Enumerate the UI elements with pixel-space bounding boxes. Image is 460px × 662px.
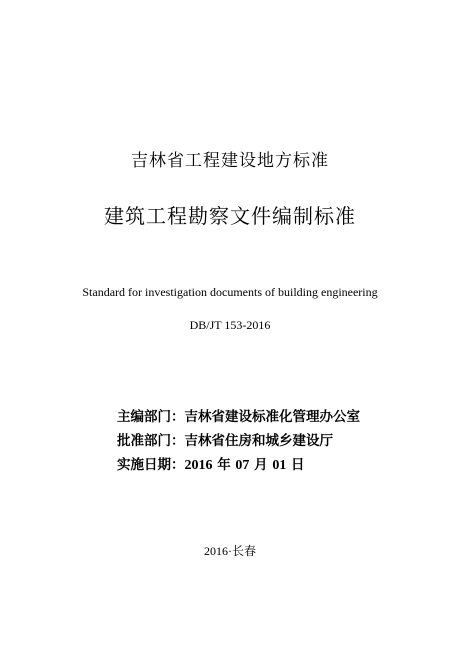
- day-char: 日: [291, 457, 305, 473]
- series-title: 吉林省工程建设地方标准: [131, 151, 329, 171]
- info-block: [117, 405, 360, 477]
- editor-department-line: [117, 405, 360, 429]
- english-title: Standard for investigation documents of building engineering: [82, 285, 378, 299]
- year-char: 年: [217, 457, 231, 473]
- approver-department-value: 吉林省住房和城乡建设厅: [184, 433, 333, 449]
- effective-year: 2016: [184, 458, 213, 473]
- editor-department-label: 主编部门：: [117, 409, 185, 425]
- month-char: 月: [254, 457, 268, 473]
- approver-department-line: [117, 429, 360, 453]
- effective-date-line: [117, 453, 360, 477]
- approver-department-label: 批准部门：: [117, 433, 185, 449]
- effective-date-label: 实施日期：: [117, 457, 185, 473]
- place-date: 2016·长春: [204, 544, 256, 558]
- standard-code: DB/JT 153-2016: [189, 318, 271, 332]
- effective-month: 07: [235, 458, 250, 473]
- main-title: 建筑工程勘察文件编制标准: [104, 204, 356, 228]
- editor-department-value: 吉林省建设标准化管理办公室: [184, 409, 360, 425]
- effective-day: 01: [272, 458, 287, 473]
